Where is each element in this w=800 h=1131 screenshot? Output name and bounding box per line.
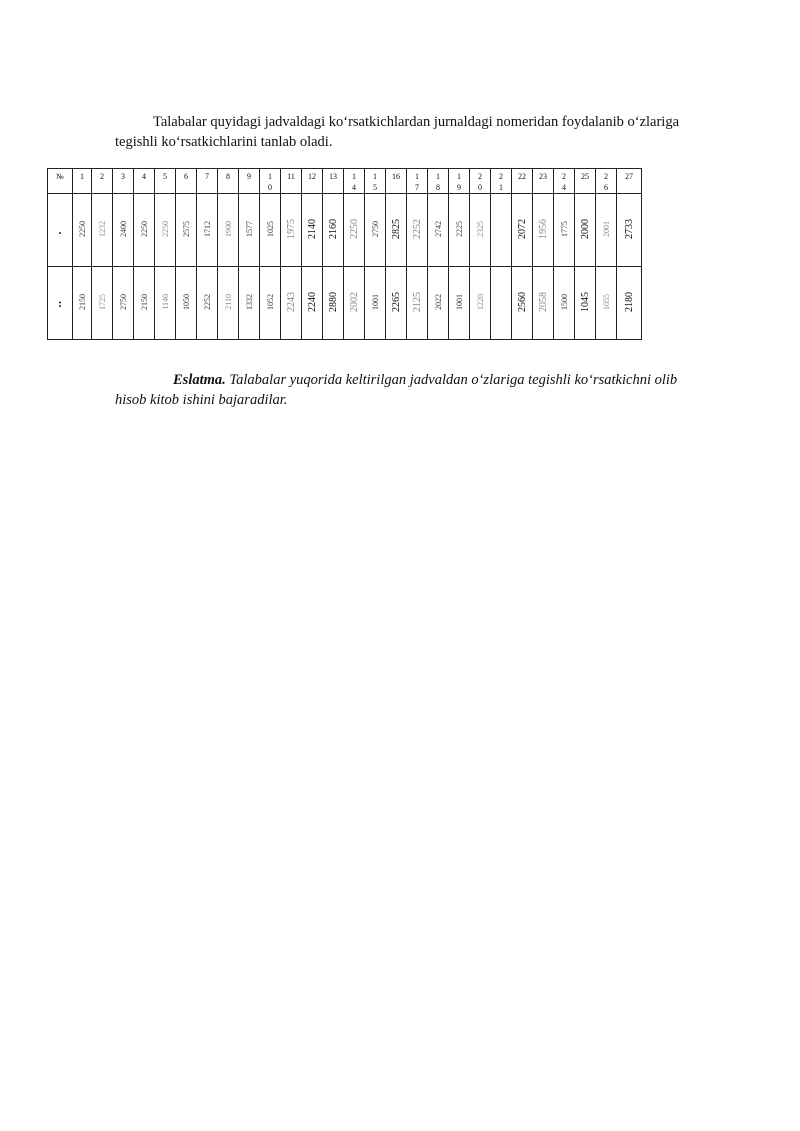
column-header-8: 8 [218,169,239,194]
table-corner-cell: № [48,169,73,194]
note-text-1: Talabalar yuqorida keltirilgan jadvaldan o‘zlariga tegishli ko‘rsatkichni olib [229,372,678,388]
table-cell: 2880 [323,267,344,340]
column-header-22: 22 [512,169,533,194]
column-header-14: 1 4 [344,169,365,194]
table-cell: 2110 [218,267,239,340]
column-header-7: 7 [197,169,218,194]
table-cell: 2160 [323,194,344,267]
table-cell: 1956 [533,194,554,267]
table-cell: 1332 [239,267,260,340]
column-header-19: 1 9 [449,169,470,194]
table-row [48,267,642,340]
note-paragraph [115,370,745,410]
row-label-cell: . [48,194,73,267]
table-cell: 2002 [344,267,365,340]
note-line-1 [115,370,745,390]
table-cell: 1775 [554,194,575,267]
table-cell: 2400 [113,194,134,267]
column-header-21: 2 1 [491,169,512,194]
table-cell: 1001 [449,267,470,340]
column-header-24: 2 4 [554,169,575,194]
table-cell: 2125 [407,267,428,340]
table-cell: 2575 [176,194,197,267]
table-cell: 2250 [155,194,176,267]
table-cell: 2022 [428,267,449,340]
table-cell: 2252 [197,267,218,340]
table-cell: 1050 [176,267,197,340]
table-cell: 2250 [344,194,365,267]
table-cell: 2240 [302,267,323,340]
table-cell [491,267,512,340]
table-header-row [48,169,642,194]
column-header-5: 5 [155,169,176,194]
column-header-11: 11 [281,169,302,194]
table-cell: 2250 [134,194,155,267]
table-cell: 1001 [365,267,386,340]
table-cell: 2140 [302,194,323,267]
table-cell: 1055 [596,267,617,340]
table-cell: 1975 [281,194,302,267]
table-cell: 2072 [512,194,533,267]
column-header-27: 27 [617,169,642,194]
column-header-1: 1 [73,169,92,194]
column-header-18: 1 8 [428,169,449,194]
table-cell: 1140 [155,267,176,340]
column-header-6: 6 [176,169,197,194]
table-cell: 2560 [512,267,533,340]
table-cell: 1232 [92,194,113,267]
table-cell: 1045 [575,267,596,340]
table-cell: 2250 [73,194,92,267]
column-header-23: 23 [533,169,554,194]
table-row [48,194,642,267]
table-cell: 2825 [386,194,407,267]
column-header-13: 13 [323,169,344,194]
column-header-4: 4 [134,169,155,194]
table-cell: 1220 [470,267,491,340]
table-cell: 1577 [239,194,260,267]
note-label: Eslatma. [173,372,226,388]
column-header-25: 25 [575,169,596,194]
column-header-10: 1 0 [260,169,281,194]
column-header-9: 9 [239,169,260,194]
column-header-12: 12 [302,169,323,194]
table-cell: 2252 [407,194,428,267]
intro-paragraph [115,112,745,152]
table-cell: 2150 [134,267,155,340]
column-header-3: 3 [113,169,134,194]
table-cell: 1500 [554,267,575,340]
table-cell: 2180 [617,267,642,340]
table-cell: 1725 [92,267,113,340]
table-cell: 2058 [533,267,554,340]
table-cell: 1025 [260,194,281,267]
table-cell: 2750 [113,267,134,340]
table-cell: 2000 [575,194,596,267]
table-cell: 1900 [218,194,239,267]
table-cell: 1052 [260,267,281,340]
column-header-17: 1 7 [407,169,428,194]
table-cell: 1712 [197,194,218,267]
intro-line-1: Talabalar quyidagi jadvaldagi ko‘rsatkichlardan jurnaldagi nomeridan foydalanib o‘zlariga [153,114,680,130]
table-cell: 2265 [386,267,407,340]
table-cell: 2750 [365,194,386,267]
intro-line-2: tegishli ko‘rsatkichlarini tanlab oladi. [115,134,333,150]
data-table [47,168,642,340]
column-header-20: 2 0 [470,169,491,194]
column-header-15: 1 5 [365,169,386,194]
table-cell: 2243 [281,267,302,340]
table-cell: 2325 [470,194,491,267]
table-cell: 2742 [428,194,449,267]
column-header-16: 16 [386,169,407,194]
row-label-cell: : [48,267,73,340]
table-cell: 2150 [73,267,92,340]
note-line-2: hisob kitob ishini bajaradilar. [115,392,288,408]
table-cell: 2733 [617,194,642,267]
column-header-2: 2 [92,169,113,194]
table-cell [491,194,512,267]
table-cell: 2225 [449,194,470,267]
column-header-26: 2 6 [596,169,617,194]
table-cell: 2001 [596,194,617,267]
